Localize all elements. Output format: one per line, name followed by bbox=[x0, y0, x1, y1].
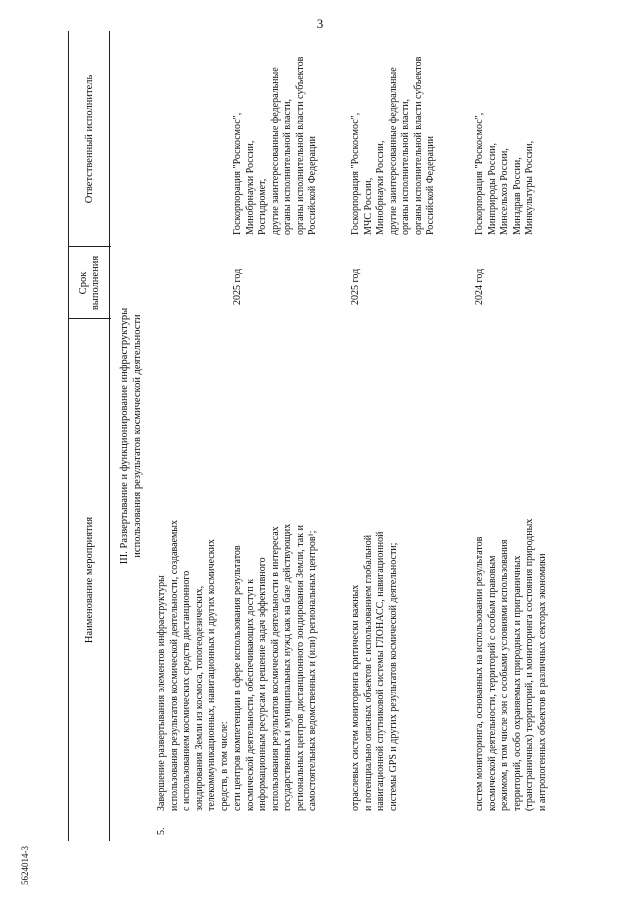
text-line: космической деятельности, обеспечивающих доступ к bbox=[244, 578, 256, 811]
text-line: космической деятельности, территорий с особым правовым bbox=[486, 555, 498, 811]
responsible-line: Российской Федерации bbox=[425, 135, 436, 235]
text-line: систем мониторинга, основанных на использовании результатов bbox=[474, 536, 485, 811]
header-term-line1: Срок bbox=[78, 271, 89, 295]
text-line: территорий, особо охраняемых природных и приграничных bbox=[511, 555, 523, 811]
header-responsible: Ответственный исполнитель bbox=[84, 74, 95, 204]
text-line: и потенциально опасных объектов с использованием глобальной bbox=[362, 534, 374, 811]
page-number: 3 bbox=[316, 16, 324, 31]
section-title bbox=[118, 31, 144, 841]
text-line: отраслевых систем мониторинга критически важных bbox=[350, 584, 361, 811]
responsible-line: Росгидромет, bbox=[257, 178, 268, 235]
text-line: телекоммуникационных, навигационных и других космических bbox=[206, 539, 217, 811]
text-line: системы GPS и других результатов космической деятельности; bbox=[387, 542, 399, 811]
item-number: 5. bbox=[156, 827, 167, 835]
responsible-line: Минсельхоз России, bbox=[499, 148, 510, 235]
responsible-line: Госкорпорация "Роскосмос", bbox=[474, 112, 485, 235]
text-line: (трансграничных) территорий, и мониторинга состояния природных bbox=[524, 518, 535, 811]
responsible-list bbox=[350, 57, 438, 235]
term-value: 2025 год bbox=[232, 268, 243, 305]
responsible-line: Минкультуры России, bbox=[524, 140, 535, 235]
header-term-line2: выполнения bbox=[90, 255, 101, 311]
responsible-line: органы исполнительной власти субъектов bbox=[294, 56, 306, 235]
header-name: Наименование мероприятия bbox=[84, 516, 95, 644]
responsible-line: Госкорпорация "Роскосмос", bbox=[232, 112, 243, 235]
responsible-line: Минобрнауки России, bbox=[375, 140, 386, 235]
subitem-competence-centers bbox=[232, 524, 320, 811]
table-header bbox=[68, 31, 110, 841]
text-line: сети центров компетенции в сфере использования результатов bbox=[232, 545, 243, 811]
text-line: информационным ресурсам и решение задач эффективного bbox=[257, 557, 268, 811]
text-line: самостоятельных ведомственных и (или) региональных центров¹; bbox=[307, 530, 318, 811]
text-line: использования результатов космической деятельности в интересах bbox=[269, 526, 281, 811]
responsible-line: органы исполнительной власти субъектов bbox=[412, 56, 424, 235]
text-line: режимом, в том числе зон с особыми условиями использования bbox=[499, 539, 510, 811]
responsible-line: Российской Федерации bbox=[307, 135, 318, 235]
section-title-line1: III. Развертывание и функционирование инфраструктуры bbox=[119, 307, 130, 565]
header-term bbox=[69, 247, 111, 319]
text-line: региональных центров дистанционного зондирования Земли, так и bbox=[294, 525, 306, 811]
responsible-line: Минобрнауки России, bbox=[244, 140, 256, 235]
responsible-list bbox=[474, 113, 537, 235]
subitem-territory-monitoring bbox=[474, 519, 549, 811]
responsible-line: органы исполнительной власти, bbox=[282, 98, 293, 235]
item-title bbox=[156, 520, 231, 811]
responsible-line: Госкорпорация "Роскосмос", bbox=[350, 112, 361, 235]
subitem-monitoring-systems bbox=[350, 532, 400, 811]
text-line: использования результатов космической деятельности, создаваемых bbox=[168, 519, 180, 811]
responsible-line: другие заинтересованные федеральные bbox=[269, 67, 281, 235]
text-line: средств, в том числе: bbox=[218, 721, 230, 811]
text-line: с использованием космических средств дистанционного bbox=[181, 570, 192, 811]
text-line: навигационной спутниковой системы ГЛОНАСС, навигационной bbox=[375, 531, 386, 811]
term-value: 2024 год bbox=[474, 268, 485, 305]
document-code: 5624014-3 bbox=[20, 846, 30, 885]
responsible-line: Минздрав России, bbox=[511, 157, 523, 235]
responsible-list bbox=[232, 57, 320, 235]
responsible-line: органы исполнительной власти, bbox=[400, 98, 411, 235]
responsible-line: МЧС России, bbox=[362, 177, 374, 235]
responsible-line: другие заинтересованные федеральные bbox=[387, 67, 399, 235]
text-line: государственных и муниципальных нужд как на базе действующих bbox=[282, 523, 293, 811]
responsible-line: Минприроды России, bbox=[486, 143, 498, 235]
text-line: и антропогенных объектов в различных секторах экономики bbox=[536, 553, 548, 811]
term-value: 2025 год bbox=[350, 268, 361, 305]
text-line: зондирования Земли из космоса, топогеодезических, bbox=[193, 585, 205, 811]
rotated-table bbox=[68, 31, 620, 841]
text-line: Завершение развертывания элементов инфраструктуры bbox=[156, 575, 167, 811]
section-title-line2: использования результатов космической деятельности bbox=[132, 314, 143, 558]
